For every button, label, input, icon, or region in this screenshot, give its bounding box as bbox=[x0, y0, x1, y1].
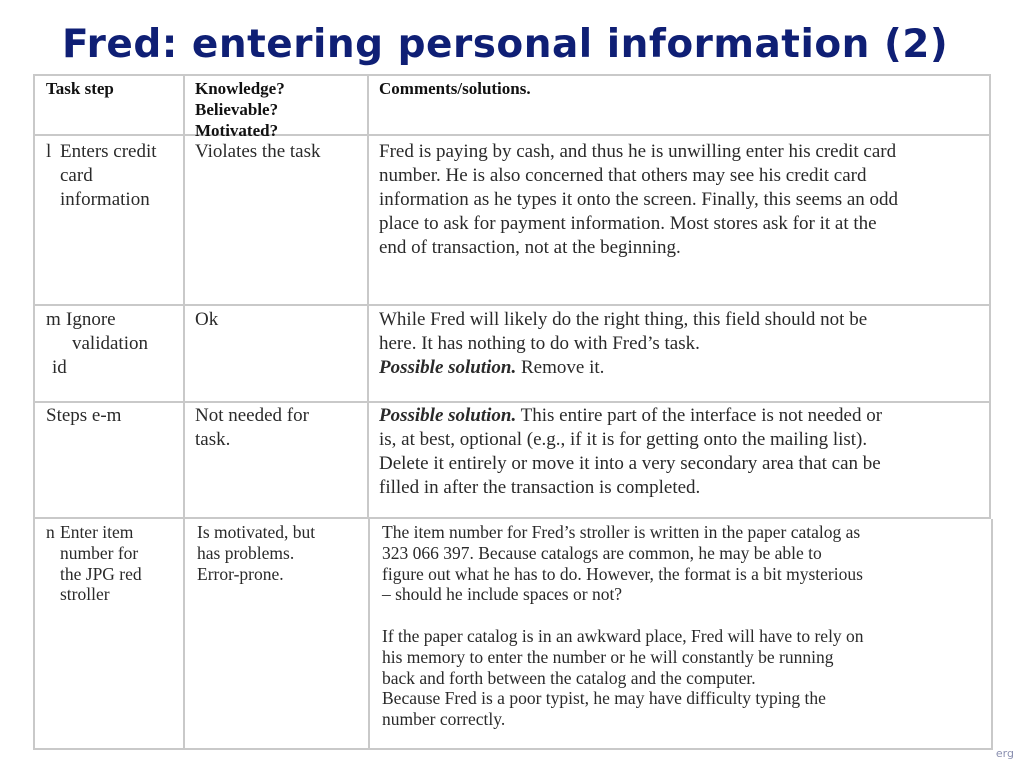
step-cell: n Enter item number for the JPG red stroller bbox=[46, 522, 142, 605]
step-cell: l Enters credit card information bbox=[46, 141, 157, 210]
slide-title: Fred: entering personal information (2) bbox=[62, 22, 949, 67]
footer-fragment: erg bbox=[995, 747, 1014, 760]
knowledge-cell: Is motivated, but has problems. Error-prone. bbox=[197, 522, 316, 584]
knowledge-cell: Ok bbox=[195, 309, 219, 330]
header-knowledge: Knowledge? Believable? Motivated? bbox=[195, 79, 285, 136]
comment-cell: While Fred will likely do the right thing, this field should not be here. It has nothing to do with Fred’s task. Possible solution. Remove it. bbox=[379, 309, 868, 378]
header-comments: Comments/solutions. bbox=[379, 79, 531, 98]
table-row bbox=[33, 136, 991, 306]
comment-cell: The item number for Fred’s stroller is written in the paper catalog as 323 066 397. Because catalogs are common, he may be able to figure out what he has to do. However, the format is a bit mysterious – should he include spaces or not? If the paper catalog is in an awkward place, Fred will have to rely on his memory to enter the number or he will constantly be running back and forth between the catalog and the computer. Because Fred is a poor typist, he may have difficulty typing the number correctly. bbox=[382, 522, 864, 730]
comment-cell: Possible solution. This entire part of the interface is not needed or is, at best, optional (e.g., if it is for getting onto the mailing list). Delete it entirely or move it into a very secondary area that can be filled in after the transaction is completed. bbox=[379, 405, 883, 498]
knowledge-cell: Violates the task bbox=[195, 141, 321, 162]
header-task-step: Task step bbox=[46, 79, 114, 98]
step-cell: m Ignore validation id bbox=[46, 309, 148, 378]
knowledge-cell: Not needed for task. bbox=[195, 405, 309, 450]
table-row bbox=[33, 403, 991, 519]
step-cell: Steps e-m bbox=[46, 405, 122, 426]
table-row bbox=[33, 519, 993, 750]
table-header bbox=[33, 74, 991, 136]
table-row bbox=[33, 306, 991, 403]
comment-cell: Fred is paying by cash, and thus he is unwilling enter his credit card number. He is also concerned that others may see his credit card information as he types it onto the screen. Finally, this seems an odd place to ask for payment information. Most stores ask for it at the end of transaction, not at the beginning. bbox=[379, 141, 899, 258]
